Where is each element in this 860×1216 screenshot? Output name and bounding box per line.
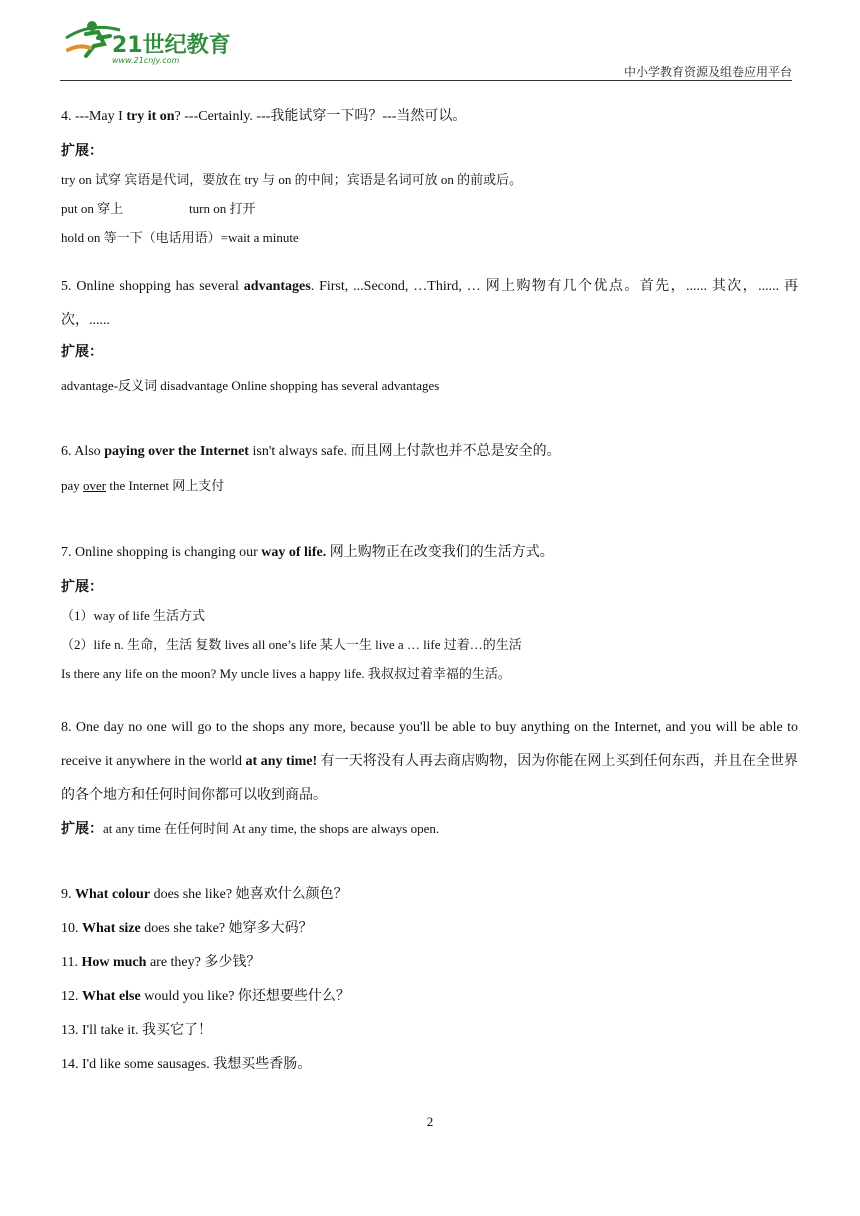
item-7-extension-heading: 扩展： [61,579,103,595]
item-7-extension-line: （1）way of life 生活方式 [61,608,206,623]
item-13: 13. I'll take it. 我买它了！ [61,1023,213,1038]
item-6: 6. Also paying over the Internet isn't always safe. 而且网上付款也并不总是安全的。 [61,444,561,459]
item-4-extension-line: try on 试穿 宾语是代词，要放在 try 与 on 的中间；宾语是名词可放 on 的前或后。 [61,172,523,187]
item-9: 9. What colour does she like? 她喜欢什么颜色？ [61,887,348,902]
item-6-extension-line: pay over the Internet 网上支付 [61,478,225,493]
item-10: 10. What size does she take? 她穿多大码？ [61,921,313,936]
item-5-extension-heading: 扩展： [61,344,103,360]
item-4: 4. ---May I try it on? ---Certainly. ---我能试穿一下吗？---当然可以。 [61,109,467,124]
item-8-extension-line: 扩展：at any time 在任何时间 At any time, the shops are always open. [61,821,440,837]
header-divider [60,80,792,81]
platform-name: 中小学教育资源及组卷应用平台 [623,65,792,79]
page-header [0,0,860,84]
item-4-extension-heading: 扩展： [61,143,103,159]
item-14: 14. I'd like some sausages. 我想买些香肠。 [61,1057,312,1072]
document-body [61,104,798,1075]
logo-url: www.21cnjy.com [112,56,180,65]
item-12: 12. What else would you like? 你还想要些什么？ [61,989,350,1004]
item-7: 7. Online shopping is changing our way of life. 网上购物正在改变我们的生活方式。 [61,545,554,560]
logo-text: 21世纪教育 [112,33,231,58]
item-4-extension-line: put on 穿上 turn on 打开 [61,201,256,216]
item-8: 8. One day no one will go to the shops any more, because you'll be able to buy anything on the Internet, and you will be able to receive it anywhere in the world at any time! 有一天将没有人再去商店购物，因为你能在网上买到任何东西，并且在全世界的各个地方和任何时间你都可以收到商品。 [61,720,798,803]
item-7-extension-line: Is there any life on the moon? My uncle lives a happy life. 我叔叔过着幸福的生活。 [61,666,511,681]
item-5: 5. Online shopping has several advantages. First, ...Second, …Third, … 网上购物有几个优点。首先，...... 其次，...... 再次，...... [61,279,798,328]
logo-21cnjy [60,16,240,68]
item-5-extension-line: advantage-反义词 disadvantage Online shopping has several advantages [61,378,440,393]
item-7-extension-line: （2）life n. 生命，生活 复数 lives all one’s life 某人一生 live a … life 过着…的生活 [61,637,522,652]
page-number: 2 [426,1114,434,1129]
item-4-extension-line: hold on 等一下（电话用语）=wait a minute [61,230,299,245]
item-11: 11. How much are they? 多少钱？ [61,955,261,970]
